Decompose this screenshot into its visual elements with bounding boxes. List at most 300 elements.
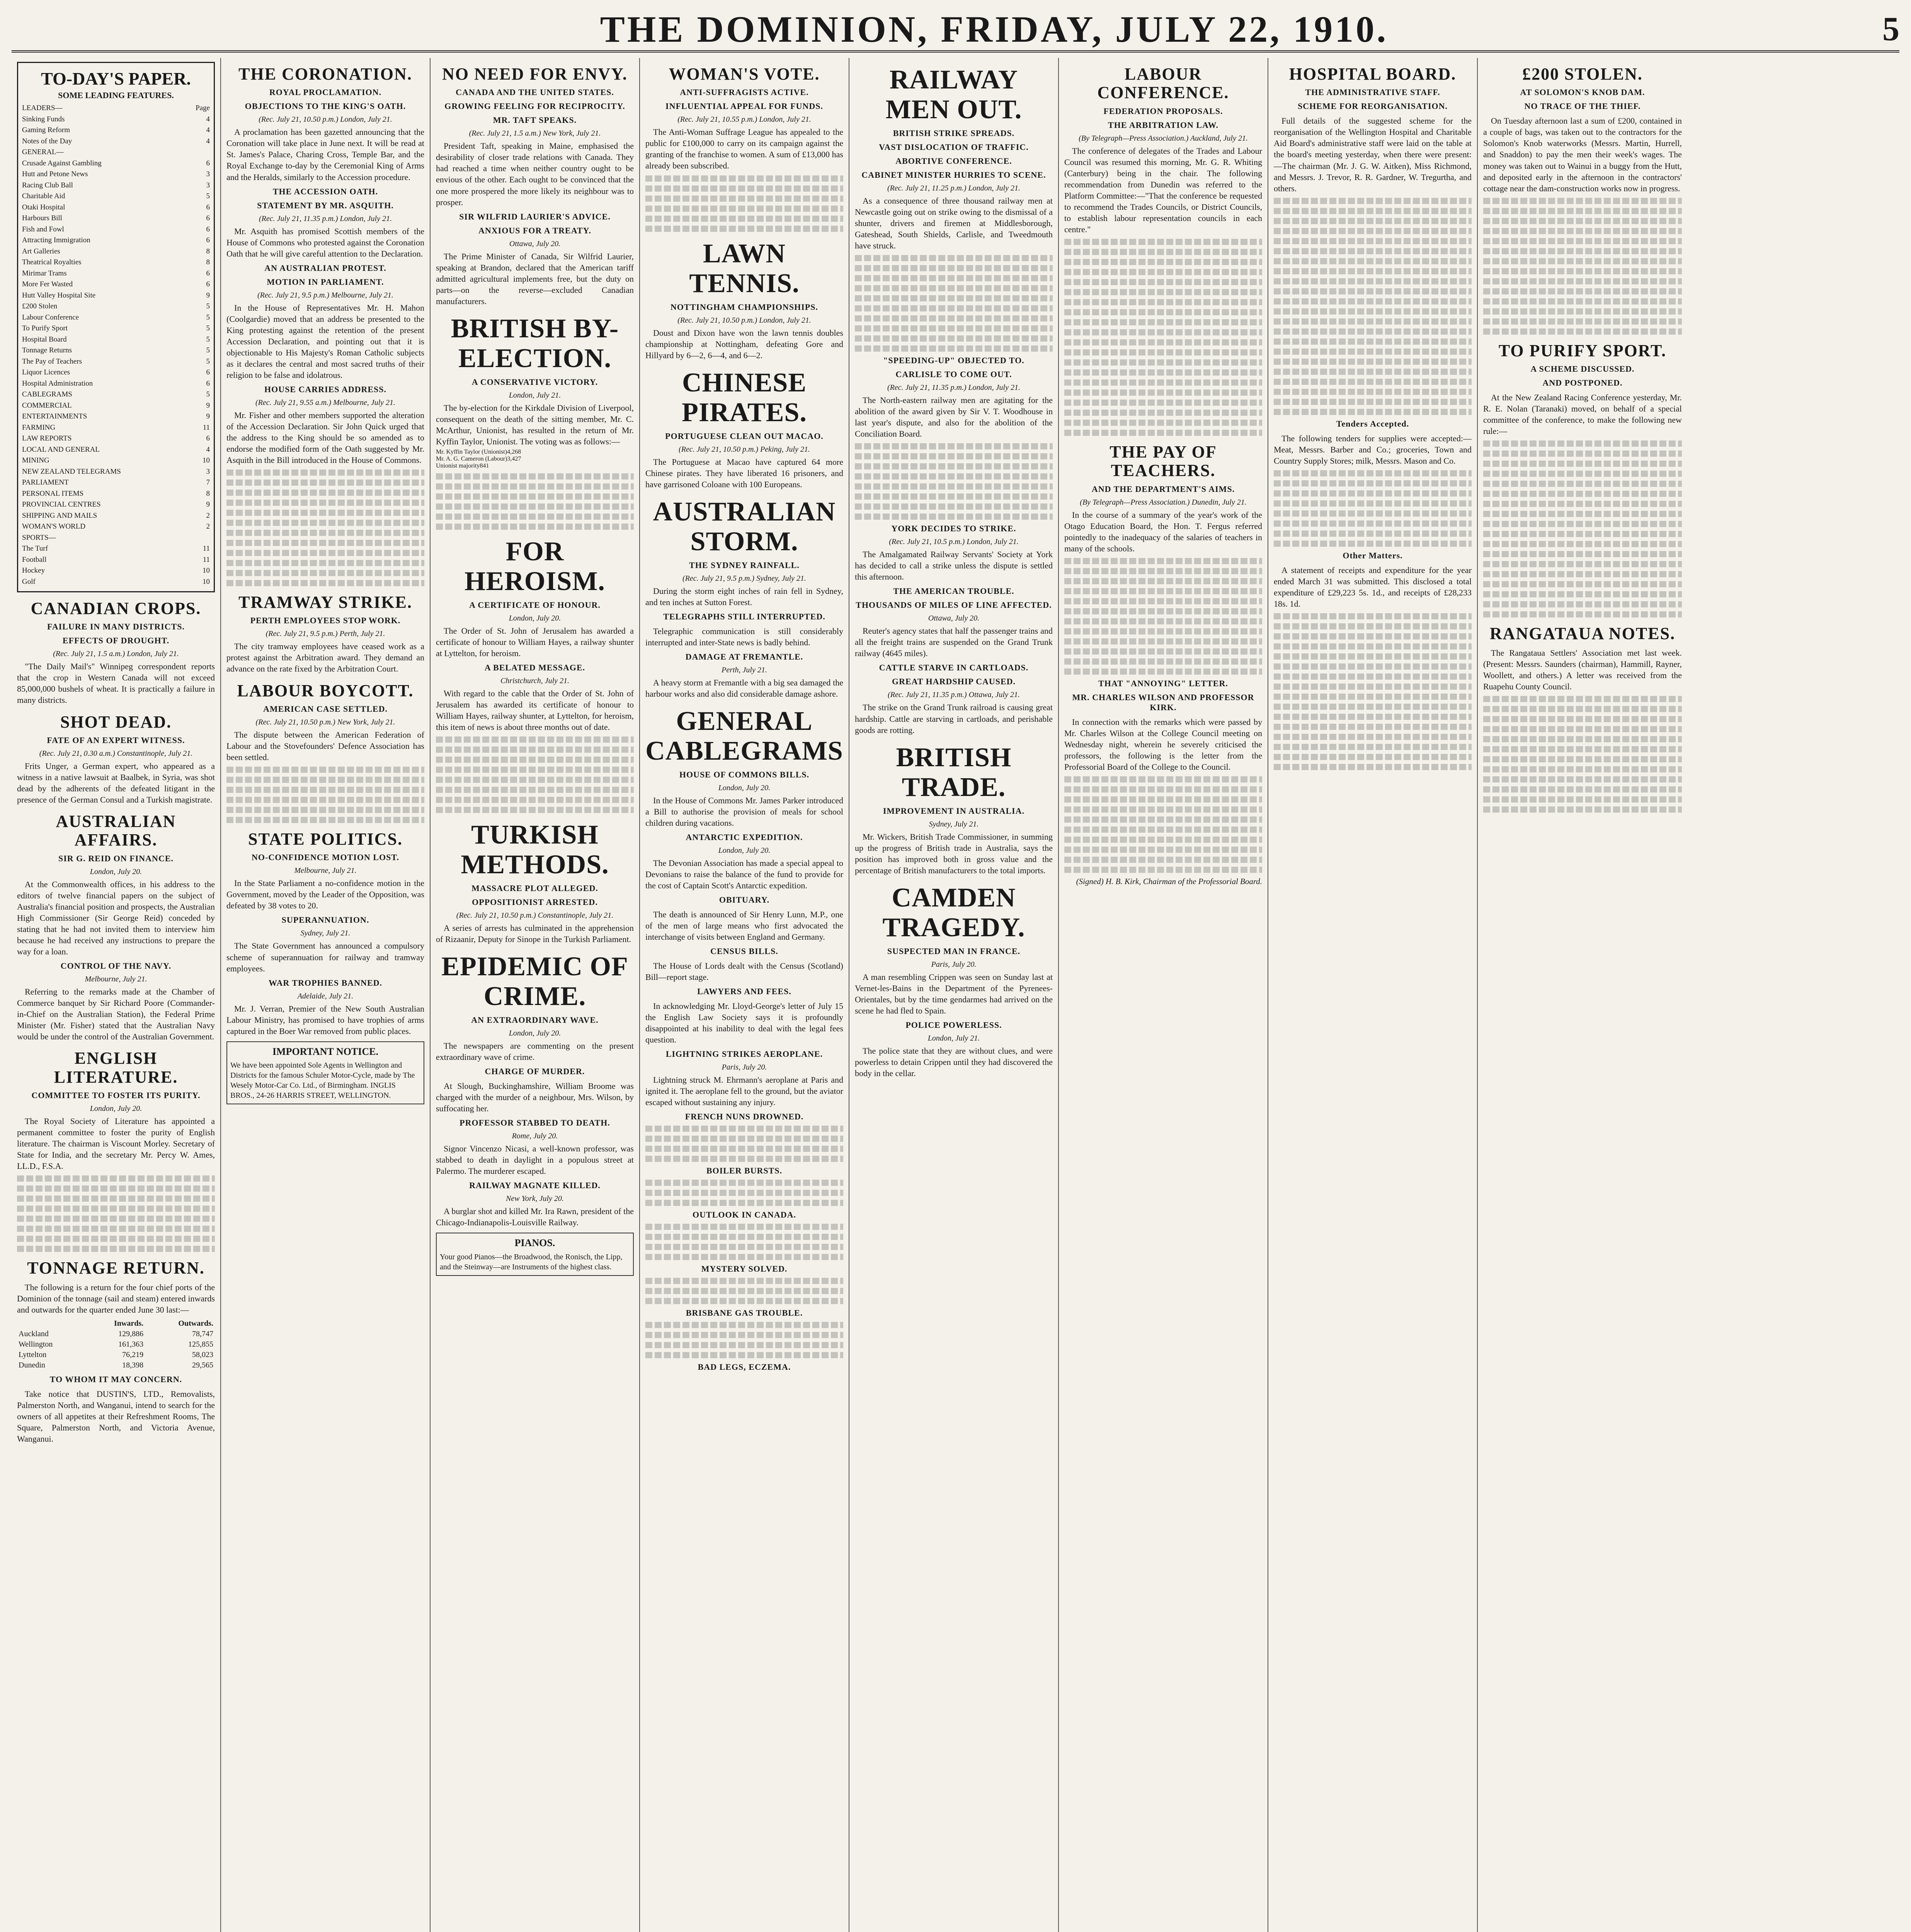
article-text: The Rangataua Settlers' Association met last week. (Present: Messrs. Saunders (chairman), Hammill, Rayner, Woollett, and others.) A letter was received from the Ruapehu County Council. <box>1483 648 1682 691</box>
dateline: (Rec. July 21, 9.55 a.m.) Melbourne, July 21. <box>255 398 396 407</box>
dateline: (Rec. July 21, 1.5 a.m.) London, July 21. <box>53 650 179 658</box>
dateline: (Rec. July 21, 10.50 p.m.) London, July 21. <box>677 316 811 325</box>
toc-entry-label: Hutt and Petone News <box>22 170 88 178</box>
text-block <box>1274 613 1472 770</box>
subhead: COMMITTEE TO FOSTER ITS PURITY. <box>31 1090 201 1100</box>
toc-entry <box>22 334 210 345</box>
toc-entry-page: 3 <box>206 170 210 178</box>
headline-british-by-election: BRITISH BY-ELECTION. <box>451 313 619 373</box>
toc-entry <box>22 279 210 290</box>
toc-entry-label: Football <box>22 555 47 564</box>
article-text: The Devonian Association has made a special appeal to Devonians to raise the balance of the fund to provide for the cost of Captain Scott's Antarctic expedition. <box>645 858 843 891</box>
vote-count: 4,268 <box>507 448 521 455</box>
article-text: Lightning struck M. Ehrmann's aeroplane at Paris and ignited it. The aeroplane fell to the ground, but the aviator escaped without sustaining any injury. <box>645 1075 843 1107</box>
text-block <box>645 1224 843 1260</box>
subhead: "SPEEDING-UP" OBJECTED TO. <box>883 355 1024 366</box>
toc-entry-page: 11 <box>203 555 210 564</box>
toc-entry-label: PARLIAMENT <box>22 478 69 486</box>
subhead: WAR TROPHIES BANNED. <box>268 978 383 988</box>
text-block <box>1274 198 1472 415</box>
candidate-name: Mr. A. G. Cameron (Labour) <box>436 455 507 462</box>
ad-text: We have been appointed Sole Agents in Wellington and Districts for the famous Schuler Motor-Cycle, made by The Wesely Motor-Car Co. Ltd., of Birmingham. INGLIS BROS., 24-26 HARRIS STREET, WELLINGTON. <box>230 1061 415 1100</box>
toc-entry-page: 5 <box>206 302 210 310</box>
toc-entry <box>22 191 210 202</box>
toc-entry-page: 9 <box>206 412 210 420</box>
subhead: A CONSERVATIVE VICTORY. <box>471 377 598 387</box>
toc-entry-page: 5 <box>206 335 210 344</box>
toc-entry <box>22 246 210 257</box>
subhead: PERTH EMPLOYEES STOP WORK. <box>250 616 401 626</box>
article-text: At Slough, Buckinghamshire, William Broome was charged with the murder of a neighbour, Mrs. Wilson, by suffocating her. <box>436 1081 634 1114</box>
table-cell: Auckland <box>19 1329 49 1338</box>
toc-entry-label: SPORTS— <box>22 533 56 542</box>
subhead: MR. CHARLES WILSON AND PROFESSOR KIRK. <box>1072 692 1254 712</box>
table-row <box>17 1339 215 1350</box>
toc-entry-label: The Pay of Teachers <box>22 357 82 366</box>
table-cell: 58,023 <box>192 1350 213 1359</box>
toc-entry <box>22 400 210 412</box>
toc-entry-page: 3 <box>206 467 210 476</box>
dateline: (Rec. July 21, 10.50 p.m.) New York, July 21. <box>255 718 395 726</box>
toc-entry <box>22 103 210 114</box>
dateline: (Rec. July 21, 0.30 a.m.) Constantinople, July 21. <box>39 749 193 758</box>
text-block <box>1064 558 1262 675</box>
article-text: Reuter's agency states that half the passenger trains and all the freight trains are suspended on the Grand Trunk railway (4645 miles). <box>855 626 1053 658</box>
toc-entry-page: 6 <box>206 159 210 167</box>
subhead: TO WHOM IT MAY CONCERN. <box>49 1374 182 1384</box>
toc-entry-label: To Purify Sport <box>22 324 68 332</box>
subhead: Tenders Accepted. <box>1336 418 1409 429</box>
toc-entry-page: 5 <box>206 346 210 354</box>
dateline: Sydney, July 21. <box>300 929 351 938</box>
toc-entry-label: Theatrical Royalties <box>22 258 82 266</box>
article-text: During the storm eight inches of rain fell in Sydney, and ten inches at Sutton Forest. <box>645 586 843 607</box>
headline-epidemic-of-crime: EPIDEMIC OF CRIME. <box>441 952 628 1012</box>
article-text: A man resembling Crippen was seen on Sunday last at Vernet-les-Bains in the Department of the Pyrenees-Orientales, but by the time gendarmes had arrived on the scene he had fled to Spain. <box>855 972 1053 1015</box>
toc-entry <box>22 224 210 235</box>
toc-entry-label: SHIPPING AND MAILS <box>22 511 97 520</box>
column-2 <box>221 58 431 1932</box>
toc-entry-page: 10 <box>203 577 210 586</box>
toc-entry <box>22 356 210 367</box>
subhead: AMERICAN CASE SETTLED. <box>263 704 388 714</box>
toc-entry-label: FARMING <box>22 423 56 432</box>
table-cell: Lyttelton <box>19 1350 47 1359</box>
toc-entry <box>22 125 210 136</box>
dateline: Ottawa, July 20. <box>928 614 980 623</box>
toc-title: TO-DAY'S PAPER. <box>41 69 191 88</box>
table-cell: 78,747 <box>192 1329 213 1338</box>
article-text: At the Commonwealth offices, in his address to the editors of twelve financial papers on the subject of Australia's financial position and prospects, the Australian High Commissioner (Sir George Reid) conceded by stating that he had not invited them to interview him because he had received any instructions to prepare the way for a loan. <box>17 879 215 956</box>
subhead: GROWING FEELING FOR RECIPROCITY. <box>444 101 625 111</box>
toc-entry-page: 6 <box>206 225 210 233</box>
text-block <box>1483 198 1682 335</box>
toc-entry-label: ENTERTAINMENTS <box>22 412 87 420</box>
toc-entry <box>22 114 210 125</box>
dateline: (Rec. July 21, 9.5 p.m.) Melbourne, July 21. <box>257 291 394 299</box>
text-block <box>226 767 424 823</box>
subhead: YORK DECIDES TO STRIKE. <box>891 524 1016 534</box>
text-block <box>1064 776 1262 873</box>
subhead: CANADA AND THE UNITED STATES. <box>456 87 614 97</box>
headline-no-need-for-envy: NO NEED FOR ENVY. <box>442 65 628 83</box>
headline-for-heroism: FOR HEROISM. <box>465 536 605 596</box>
article-text: "The Daily Mail's" Winnipeg correspondent reports that the crop in Western Canada will not exceed 85,000,000 bushels of wheat. It is practically a failure in many districts. <box>17 662 215 705</box>
toc-entry-page: 5 <box>206 192 210 200</box>
toc-entry-label: Hospital Administration <box>22 379 93 388</box>
toc-entry-page: 6 <box>206 203 210 211</box>
text-block <box>17 1175 215 1252</box>
headline-pay-of-teachers: THE PAY OF TEACHERS. <box>1110 442 1217 480</box>
article-text: The Prime Minister of Canada, Sir Wilfrid Laurier, speaking at Brandon, declared that the American tariff admitted agricultural implements free, but the duty on parts—on the reverse—excluded Canadian manufacturers. <box>436 251 634 306</box>
text-block <box>1483 696 1682 813</box>
subhead: BRISBANE GAS TROUBLE. <box>686 1308 803 1318</box>
subhead: ANTI-SUFFRAGISTS ACTIVE. <box>680 87 809 97</box>
masthead <box>12 8 1899 53</box>
ad-title: PIANOS. <box>514 1237 555 1249</box>
toc-entry <box>22 488 210 500</box>
article-text: The Anti-Woman Suffrage League has appealed to the public for £100,000 to carry on its campaign against the granting of the franchise to women. A sum of £13,000 has already been subscribed. <box>645 127 843 171</box>
article-text: President Taft, speaking in Maine, emphasised the desirability of closer trade relations with Canada. They had reached a time when neither country ought to be envious of the other. Each ought to be convinced that the one more prospered the more likely its neighbour was to prosper. <box>436 141 634 207</box>
dateline: Paris, July 20. <box>722 1063 767 1072</box>
article-text: Mr. J. Verran, Premier of the New South Australian Labour Ministry, has promised to have trophies of arms captured in the Boer War removed from public places. <box>226 1003 424 1036</box>
text-block <box>645 175 843 232</box>
toc-entry <box>22 323 210 334</box>
page-number: 5 <box>1882 10 1899 48</box>
subhead: NO TRACE OF THE THIEF. <box>1524 101 1641 111</box>
table-cell: 18,398 <box>122 1361 144 1369</box>
subhead: NOTTINGHAM CHAMPIONSHIPS. <box>670 302 818 312</box>
article-text: The State Government has announced a compulsory scheme of superannuation for railway and tramway employees. <box>226 941 424 973</box>
toc-entry <box>22 422 210 434</box>
toc-entry <box>22 477 210 488</box>
article-text: A heavy storm at Fremantle with a big sea damaged the harbour works and also did considerable damage ashore. <box>645 677 843 699</box>
dateline: London, July 20. <box>90 867 142 876</box>
dateline: London, July 21. <box>927 1034 980 1043</box>
subhead: LAWYERS AND FEES. <box>697 986 791 997</box>
headline-lawn-tennis: LAWN TENNIS. <box>689 238 800 298</box>
column-6 <box>1059 58 1268 1932</box>
article-text: The dispute between the American Federation of Labour and the Stovefounders' Defence Association has been settled. <box>226 730 424 762</box>
article-text: In the House of Representatives Mr. H. Mahon (Coolgardie) moved that an address be presented to the King protesting against the retention of the present Accession Declaration, and pointing out that it is objectionable to His Majesty's Roman Catholic subjects as it declares the central and most sacred truths of their religion to be false and idolatrous. <box>226 303 424 380</box>
article-text: In the course of a summary of the year's work of the Otago Education Board, the Hon. T. Fergus referred pointedly to the inadequacy of the salaries of teachers in many of the schools. <box>1064 510 1262 553</box>
toc-entry-page: 6 <box>206 214 210 222</box>
dateline: Sydney, July 21. <box>929 820 979 828</box>
dateline: (Rec. July 21, 11.25 p.m.) London, July 21. <box>887 184 1020 192</box>
subhead: CABINET MINISTER HURRIES TO SCENE. <box>861 170 1046 180</box>
subhead: HOUSE CARRIES ADDRESS. <box>264 384 387 394</box>
subhead: THE AMERICAN TROUBLE. <box>893 586 1014 596</box>
toc-entry-page: 6 <box>206 379 210 388</box>
dateline: London, July 20. <box>718 846 771 855</box>
toc-entry <box>22 532 210 544</box>
toc-entry-page: 2 <box>206 511 210 520</box>
signature: (Signed) H. B. Kirk, Chairman of the Professorial Board. <box>1076 877 1262 886</box>
headline-coronation: THE CORONATION. <box>238 65 412 83</box>
toc-entry <box>22 202 210 213</box>
subhead: THE ACCESSION OATH. <box>272 186 378 196</box>
toc-entry <box>22 213 210 224</box>
subhead: INFLUENTIAL APPEAL FOR FUNDS. <box>665 101 823 111</box>
subhead: FEDERATION PROPOSALS. <box>1103 106 1223 116</box>
toc-entry-page: 6 <box>206 236 210 244</box>
article-text: The by-election for the Kirkdale Division of Liverpool, consequent on the death of the sitting member, Mr. C. McArthur, Unionist, has resulted in the return of Mr. Kyffin Taylor, Unionist. The voting was as follows:— <box>436 403 634 446</box>
article-text: A proclamation has been gazetted announcing that the Coronation will take place in June next. It will be read at St. James's Palace, Charing Cross, Temple Bar, and the Royal Exchange to-day by the Ceremonial King of Arms and the Heralds, similarly to the Accession procedure. <box>226 127 424 182</box>
headline-tonnage-return: TONNAGE RETURN. <box>27 1259 205 1278</box>
headline-chinese-pirates: CHINESE PIRATES. <box>682 367 807 427</box>
article-text: Signor Vincenzo Nicasi, a well-known professor, was stabbed to death in daylight in a populous street at Palermo. The murderer escaped. <box>436 1144 634 1176</box>
subhead: AN AUSTRALIAN PROTEST. <box>264 263 386 273</box>
toc-entry-label: LEADERS— <box>22 104 63 112</box>
subhead: EFFECTS OF DROUGHT. <box>62 636 170 646</box>
subhead: MOTION IN PARLIAMENT. <box>267 277 384 287</box>
article-text: In acknowledging Mr. Lloyd-George's letter of July 15 the English Law Society says it is profoundly disappointed at his inability to deal with the legal fees question. <box>645 1001 843 1045</box>
article-text: The death is announced of Sir Henry Lunn, M.P., one of the men of large means who first advocated the interchange of visits between England and Germany. <box>645 910 843 942</box>
table-cell: Dunedin <box>19 1361 45 1369</box>
column-8 <box>1478 58 1687 1932</box>
tonnage-table <box>17 1318 215 1371</box>
text-block <box>645 1126 843 1162</box>
toc-entry-label: WOMAN'S WORLD <box>22 522 86 531</box>
toc-entry-page: 8 <box>206 489 210 498</box>
toc-entry-page: 8 <box>206 258 210 266</box>
text-block <box>855 255 1053 352</box>
subhead: OUTLOOK IN CANADA. <box>693 1210 796 1220</box>
text-block <box>855 443 1053 520</box>
advertisement <box>226 1041 424 1105</box>
toc-entry-label: NEW ZEALAND TELEGRAMS <box>22 467 121 476</box>
subhead: Other Matters. <box>1343 550 1403 560</box>
subhead: CATTLE STARVE IN CARTLOADS. <box>879 663 1029 673</box>
text-block <box>436 736 634 813</box>
headline-tramway-strike: TRAMWAY STRIKE. <box>238 593 412 612</box>
headline-railway-men-out: RAILWAY MEN OUT. <box>885 65 1022 124</box>
toc-entry-page: Page <box>196 104 210 112</box>
table-cell: 76,219 <box>122 1350 144 1359</box>
toc-entry-page: 9 <box>206 401 210 410</box>
toc-entry <box>22 158 210 169</box>
article-text: At the New Zealand Racing Conference yesterday, Mr. R. E. Nolan (Taranaki) moved, on behalf of a special committee of the conference, to make the following new rule:— <box>1483 393 1682 436</box>
toc-entry <box>22 312 210 323</box>
text-block <box>1274 470 1472 547</box>
dateline: Perth, July 21. <box>722 665 767 674</box>
toc-entry-label: Hospital Board <box>22 335 67 344</box>
dateline: Melbourne, July 21. <box>294 866 357 875</box>
toc-entry-page: 6 <box>206 368 210 376</box>
subhead: BRITISH STRIKE SPREADS. <box>893 128 1015 138</box>
toc-subtitle: SOME LEADING FEATURES. <box>58 90 174 100</box>
headline-state-politics: STATE POLITICS. <box>248 829 403 849</box>
toc-list <box>22 103 210 587</box>
toc-entry <box>22 521 210 532</box>
subhead: MR. TAFT SPEAKS. <box>493 115 577 125</box>
toc-entry-page: 4 <box>206 445 210 454</box>
subhead: POLICE POWERLESS. <box>905 1020 1002 1030</box>
text-block <box>645 1322 843 1358</box>
headline-canadian-crops: CANADIAN CROPS. <box>31 599 201 618</box>
subhead: IMPROVEMENT IN AUSTRALIA. <box>883 806 1025 816</box>
column-7 <box>1268 58 1478 1932</box>
headline-hospital-board: HOSPITAL BOARD. <box>1289 65 1457 83</box>
table-row <box>17 1350 215 1360</box>
toc-entry-page: 10 <box>203 456 210 464</box>
article-text: A statement of receipts and expenditure for the year ended March 31 was submitted. This disclosed a total expenditure of £29,223 5s. 1d., and receipts of £28,233 18s. 1d. <box>1274 565 1472 609</box>
toc-entry-label: Art Galleries <box>22 247 60 255</box>
vote-results <box>436 449 634 469</box>
toc-entry-page: 4 <box>206 137 210 145</box>
article-text: Mr. Fisher and other members supported the alteration of the Accession Declaration. Sir John Quick urged that the address to the King should be so amended as to endorse the modified form of the Oath suggested by Mr. Asquith in the Bill introduced in the House of Commons. <box>226 410 424 465</box>
candidate-name: Mr. Kyffin Taylor (Unionist) <box>436 448 507 455</box>
toc-entry-label: Tonnage Returns <box>22 346 72 354</box>
toc-entry-label: More Fer Wasted <box>22 280 73 288</box>
table-cell: 129,886 <box>118 1329 144 1338</box>
table-cell: 125,855 <box>188 1340 213 1349</box>
table-column-header: Outwards. <box>178 1319 213 1328</box>
toc-entry <box>22 577 210 588</box>
text-block <box>1483 440 1682 617</box>
toc-entry-label: £200 Stolen <box>22 302 58 310</box>
subhead: OBJECTIONS TO THE KING'S OATH. <box>245 101 406 111</box>
text-block <box>226 469 424 586</box>
subhead: CENSUS BILLS. <box>710 946 778 956</box>
dateline: Rome, July 20. <box>512 1132 558 1141</box>
toc-entry <box>22 543 210 554</box>
dateline: (Rec. July 21, 10.50 p.m.) London, July 21. <box>259 115 392 124</box>
subhead: BOILER BURSTS. <box>706 1166 783 1176</box>
subhead: HOUSE OF COMMONS BILLS. <box>679 769 810 779</box>
toc-entry-page: 4 <box>206 126 210 134</box>
dateline: (Rec. July 21, 11.35 p.m.) London, July 21. <box>259 214 392 223</box>
toc-entry-label: Hutt Valley Hospital Site <box>22 291 96 299</box>
toc-entry-label: Golf <box>22 577 36 586</box>
article-text: The House of Lords dealt with the Census (Scotland) Bill—report stage. <box>645 961 843 982</box>
toc-entry-page: 6 <box>206 269 210 277</box>
subhead: ROYAL PROCLAMATION. <box>269 87 382 97</box>
candidate-name: Unionist majority <box>436 462 480 469</box>
subhead: RAILWAY MAGNATE KILLED. <box>469 1180 601 1190</box>
toc-entry-page: 6 <box>206 434 210 442</box>
table-cell: 161,363 <box>118 1340 144 1349</box>
subhead: AT SOLOMON'S KNOB DAM. <box>1520 87 1645 97</box>
toc-entry-page: 6 <box>206 280 210 288</box>
dateline: Ottawa, July 20. <box>509 239 561 248</box>
toc-entry <box>22 290 210 301</box>
table-header <box>17 1318 215 1329</box>
toc-entry <box>22 235 210 246</box>
article-text: The newspapers are commenting on the present extraordinary wave of crime. <box>436 1041 634 1062</box>
dateline: Christchurch, July 21. <box>500 676 570 685</box>
columns <box>12 58 1899 1932</box>
dateline: (Rec. July 21, 9.5 p.m.) Sydney, July 21. <box>682 574 806 583</box>
subhead: CARLISLE TO COME OUT. <box>895 369 1012 379</box>
subhead: AN EXTRAORDINARY WAVE. <box>471 1015 599 1025</box>
toc-entry-label: Mirimar Trams <box>22 269 67 277</box>
toc-entry-label: PROVINCIAL CENTRES <box>22 500 101 509</box>
subhead: A CERTIFICATE OF HONOUR. <box>469 600 601 610</box>
vote-count: 841 <box>480 462 489 469</box>
text-block <box>1064 239 1262 436</box>
article-text: The strike on the Grand Trunk railroad is causing great hardship. Cattle are starving in cartloads, and perishable goods are rotting. <box>855 702 1053 735</box>
article-text: The North-eastern railway men are agitating for the abolition of the award given by Sir V. T. Woodhouse in last year's dispute, and also for the abolition of the Conciliation Board. <box>855 395 1053 439</box>
subhead: MYSTERY SOLVED. <box>701 1264 788 1274</box>
headline-rangataua-notes: RANGATAUA NOTES. <box>1489 624 1676 643</box>
article-text: The following tenders for supplies were accepted:—Meat, Messrs. Barber and Co.; groceries, Town and Country Supply Stores; milk, Messrs. Mason and Co. <box>1274 433 1472 466</box>
subhead: FRENCH NUNS DROWNED. <box>685 1112 804 1122</box>
subhead: BAD LEGS, ECZEMA. <box>698 1362 791 1372</box>
dateline: (Rec. July 21, 11.35 p.m.) Ottawa, July 21. <box>888 690 1020 699</box>
toc-entry-label: PERSONAL ITEMS <box>22 489 84 498</box>
article-text: Mr. Asquith has promised Scottish members of the House of Commons who protested against the Coronation Oath that he will give careful attention to the Declaration. <box>226 226 424 259</box>
toc-entry-label: Otaki Hospital <box>22 203 65 211</box>
article-text: In the House of Commons Mr. James Parker introduced a Bill to authorise the provision of meals for school children during vacations. <box>645 795 843 828</box>
toc-entry-label: Harbours Bill <box>22 214 62 222</box>
dateline: London, July 20. <box>718 783 771 792</box>
table-cell: Wellington <box>19 1340 53 1349</box>
subhead: MASSACRE PLOT ALLEGED. <box>471 883 598 893</box>
column-5 <box>849 58 1059 1932</box>
article-text: Mr. Wickers, British Trade Commissioner, in summing up the progress of British trade in Australia, says the position has improved both in gross value and the percentage of British manufacturers to the total imports. <box>855 832 1053 875</box>
toc-entry <box>22 444 210 456</box>
toc-entry-page: 8 <box>206 247 210 255</box>
subhead: A SCHEME DISCUSSED. <box>1530 364 1635 374</box>
toc-entry-label: Hockey <box>22 566 45 575</box>
subhead: VAST DISLOCATION OF TRAFFIC. <box>879 142 1029 152</box>
article-text: Full details of the suggested scheme for the reorganisation of the Wellington Hospital and Charitable Aid Board's administrative staff were laid on the table at the board's meeting yesterday, when there were present:—The chairman (Mr. J. G. W. Aitken), Miss Richmond, and Messrs. J. Trevor, R. R. Gardner, W. Tregurtha, and others. <box>1274 116 1472 193</box>
toc-entry-label: Labour Conference <box>22 313 79 321</box>
article-text: The Order of St. John of Jerusalem has awarded a certificate of honour to William Hayes, a railway shunter at Lyttelton, for heroism. <box>436 626 634 658</box>
newspaper-title: THE DOMINION, FRIDAY, JULY 22, 1910. <box>600 8 1389 50</box>
article-text: In the State Parliament a no-confidence motion in the Government, moved by the Leader of the Opposition, was defeated by 38 votes to 20. <box>226 878 424 911</box>
toc-entry-page: 5 <box>206 390 210 398</box>
toc-entry <box>22 136 210 147</box>
subhead: PROFESSOR STABBED TO DEATH. <box>459 1118 610 1128</box>
subhead: SIR G. REID ON FINANCE. <box>58 853 174 863</box>
dateline: New York, July 20. <box>506 1194 564 1203</box>
subhead: GREAT HARDSHIP CAUSED. <box>892 677 1016 687</box>
article-text: The Amalgamated Railway Servants' Society at York has decided to call a strike unless the dispute is settled this afternoon. <box>855 549 1053 582</box>
toc-entry-page: 7 <box>206 478 210 486</box>
subhead: OBITUARY. <box>719 895 770 905</box>
article-text: The Portuguese at Macao have captured 64 more Chinese pirates. They have liberated 16 prisoners, and have garrisoned Coloane with 100 Europeans. <box>645 457 843 489</box>
toc-entry <box>22 433 210 444</box>
headline-200-stolen: £200 STOLEN. <box>1522 65 1643 83</box>
toc-entry-label: Sinking Funds <box>22 115 65 123</box>
advertisement-text: Take notice that DUSTIN'S, LTD., Removalists, Palmerston North, and Wanganui, intend to search for the owners of all appetites at their Refreshment Rooms, The Square, Palmerston North, and Victoria Avenue, Wanganui. <box>17 1389 215 1444</box>
toc-entry <box>22 466 210 478</box>
subhead: CONTROL OF THE NAVY. <box>60 961 172 971</box>
table-body <box>17 1329 215 1371</box>
table-row <box>17 1329 215 1339</box>
toc-entry-label: Racing Club Ball <box>22 181 73 189</box>
dateline: (Rec. July 21, 10.50 p.m.) Constantinople, July 21. <box>456 911 614 920</box>
dateline: (Rec. July 21, 10.5 p.m.) London, July 21. <box>889 537 1019 546</box>
subhead: A BELATED MESSAGE. <box>484 662 585 672</box>
headline-english-literature: ENGLISH LITERATURE. <box>54 1049 178 1087</box>
table-column-header: Inwards. <box>114 1319 144 1328</box>
toc-entry-page: 11 <box>203 423 210 432</box>
subhead: LIGHTNING STRIKES AEROPLANE. <box>665 1049 823 1059</box>
article-text: Referring to the remarks made at the Chamber of Commerce banquet by Sir Richard Poore (Commander-in-Chief on the Australian Station), the Federal Prime Minister (Mr. Fisher) stated that the Australian Navy would be under the control of the Australian Government. <box>17 987 215 1042</box>
dateline: London, July 20. <box>509 614 561 622</box>
subhead: NO-CONFIDENCE MOTION LOST. <box>252 852 399 862</box>
headline-womans-vote: WOMAN'S VOTE. <box>669 65 820 83</box>
headline-labour-conference: LABOUR CONFERENCE. <box>1097 65 1229 102</box>
ad-text: Your good Pianos—the Broadwood, the Ronisch, the Lipp, and the Steinway—are Instruments of the highest class. <box>440 1253 623 1272</box>
toc-entry-label: Liquor Licences <box>22 368 70 376</box>
article-text: A burglar shot and killed Mr. Ira Rawn, president of the Chicago-Indianapolis-Louisville Railway. <box>436 1206 634 1228</box>
headline-shot-dead: SHOT DEAD. <box>60 712 172 731</box>
article-text: A series of arrests has culminated in the apprehension of Rizaanir, Deputy for Sinope in the Turkish Parliament. <box>436 923 634 944</box>
